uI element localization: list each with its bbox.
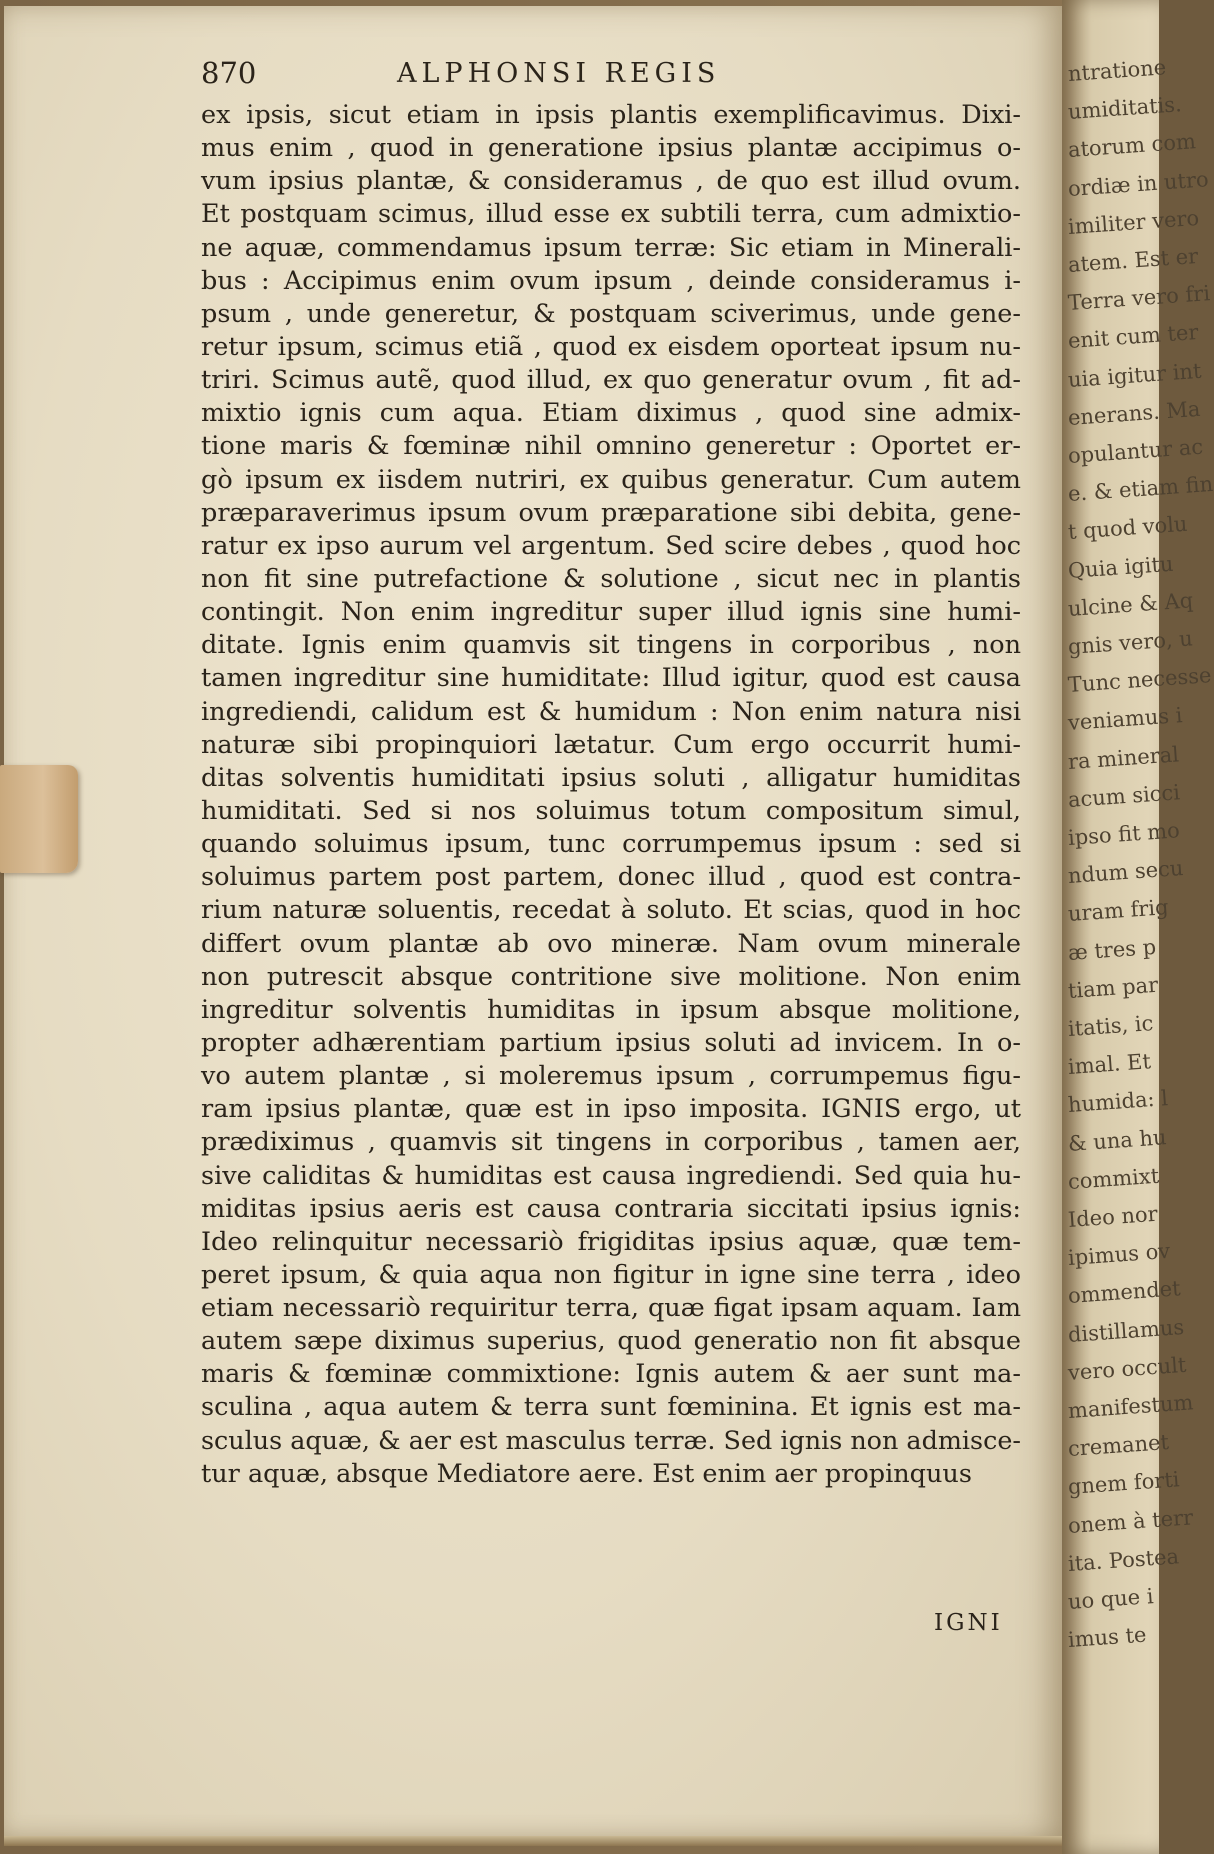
text-line: mus enim , quod in generatione ipsius plantæ accipimus o- [201, 133, 1021, 164]
text-line: sive caliditas & humiditas est causa ingrediendi. Sed quia hu- [201, 1160, 1021, 1191]
facing-page-line: e. & etiam fin [1067, 472, 1214, 507]
page-number: 870 [201, 56, 257, 90]
text-line: ratur ex ipso aurum vel argentum. Sed scire debes , quod hoc [201, 530, 1021, 561]
text-line: contingit. Non enim ingreditur super illud ignis sine humi- [201, 597, 1021, 628]
text-line: sculus aquæ, & aer est masculus terræ. Sed ignis non admisce- [201, 1425, 1021, 1456]
facing-page-line: Tunc necesse [1067, 663, 1213, 698]
facing-page-line: commixt [1067, 1163, 1160, 1194]
facing-page-line: ita. Postea [1067, 1544, 1180, 1576]
facing-page-line: æ tres p [1067, 934, 1157, 965]
facing-page-line: enerans. Ma [1067, 396, 1202, 430]
facing-page-line: ommendet [1067, 1276, 1182, 1309]
page-bottom-edge [4, 1836, 1064, 1846]
text-line: differt ovum plantæ ab ovo mineræ. Nam ovum minerale [201, 928, 1021, 959]
running-title: ALPHONSI REGIS [397, 58, 721, 89]
text-line: maris & fœminæ commixtione: Ignis autem & aer sunt ma- [201, 1359, 1021, 1390]
facing-page-line: opulantur ac [1067, 434, 1204, 468]
facing-page-line: veniamus i [1067, 703, 1184, 736]
text-line: prædiximus , quamvis sit tingens in corporibus , tamen aer, [201, 1127, 1021, 1158]
text-line: psum , unde generetur, & postquam sciverimus, unde gene- [201, 298, 1021, 329]
facing-page-line: ipso fit mo [1067, 818, 1181, 850]
facing-page-line: imiliter vero [1067, 205, 1200, 239]
facing-page-line: enit cum ter [1067, 320, 1200, 354]
facing-page-line: umiditatis. [1067, 92, 1183, 125]
text-line: naturæ sibi propinquiori lætatur. Cum ergo occurrit humi- [201, 729, 1021, 760]
facing-page-line: atem. Est er [1067, 243, 1199, 277]
facing-page-line: Ideo nor [1067, 1201, 1159, 1232]
facing-page-line: itatis, ic [1067, 1011, 1155, 1041]
text-line: vo autem plantæ , si moleremus ipsum , corrumpemus figu- [201, 1061, 1021, 1092]
body-text [201, 99, 1021, 1491]
facing-page-line: ipimus ov [1067, 1239, 1171, 1271]
text-line: ex ipsis, sicut etiam in ipsis plantis exemplificavimus. Dixi- [201, 100, 1021, 130]
facing-page-line: ndum secu [1067, 856, 1185, 889]
facing-page-line: humida: l [1067, 1086, 1169, 1118]
text-line: gò ipsum ex iisdem nutriri, ex quibus generatur. Cum autem [201, 464, 1021, 495]
text-line: quando soluimus ipsum, tunc corrumpemus ipsum : sed si [201, 829, 1021, 860]
text-line: vum ipsius plantæ, & consideramus , de quo est illud ovum. [201, 166, 1021, 197]
text-line: miditas ipsius aeris est causa contraria siccitati ipsius ignis: [201, 1193, 1021, 1224]
facing-page-line: acum sicci [1067, 780, 1181, 812]
text-line: tur aquæ, absque Mediatore aere. Est enim aer propinquus [201, 1458, 972, 1489]
facing-page-edge [1062, 0, 1214, 1854]
show-through-text [204, 1650, 1024, 1672]
text-line: humiditati. Sed si nos soluimus totum compositum simul, [201, 795, 1021, 826]
facing-page-line: cremanet [1067, 1430, 1170, 1462]
facing-page-line: uram frig [1067, 895, 1170, 927]
facing-page-line: gnis vero, u [1067, 626, 1194, 659]
facing-page-line: ntratione [1067, 55, 1167, 86]
text-line: soluimus partem post partem, donec illud , quod est contra- [201, 862, 1021, 893]
text-line: bus : Accipimus enim ovum ipsum , deinde consideramus i- [201, 265, 1021, 296]
facing-page-line: t quod volu [1067, 512, 1189, 545]
facing-page-line: uia igitur int [1067, 358, 1203, 392]
facing-page-line: manifestum [1067, 1390, 1195, 1423]
facing-page-line: distillamus [1067, 1314, 1185, 1347]
facing-page-line: Quia igitu [1067, 551, 1175, 583]
text-line: ingrediendi, calidum est & humidum : Non enim natura nisi [201, 696, 1021, 727]
facing-page-line: imus te [1067, 1622, 1148, 1653]
text-line: ingreditur solventis humiditas in ipsum absque molitione, [201, 994, 1021, 1025]
text-line: etiam necessariò requiritur terra, quæ figat ipsam aquam. Iam [201, 1293, 1021, 1324]
facing-page-line: & una hu [1067, 1124, 1168, 1156]
facing-page-line: onem à terr [1067, 1504, 1194, 1538]
facing-page-line: uo que i [1067, 1584, 1155, 1614]
facing-page-line: ra mineral [1067, 741, 1180, 774]
facing-page-line: tiam par [1067, 972, 1159, 1003]
verso-page [4, 6, 1067, 1846]
text-line: Et postquam scimus, illud esse ex subtili terra, cum admixtio- [201, 199, 1021, 230]
text-line: rium naturæ soluentis, recedat à soluto. Et scias, quod in hoc [201, 895, 1021, 926]
text-line: autem sæpe diximus superius, quod generatio non fit absque [201, 1326, 1021, 1357]
catchword: IGNI [934, 1610, 1003, 1636]
text-line: ditate. Ignis enim quamvis sit tingens in corporibus , non [201, 630, 1021, 661]
facing-page-line: vero occult [1067, 1352, 1188, 1385]
text-line: præparaverimus ipsum ovum præparatione sibi debita, gene- [201, 497, 1021, 528]
paper-tab [0, 765, 78, 873]
facing-page-line: ordiæ in utro [1067, 166, 1210, 201]
facing-page-line: imal. Et [1067, 1049, 1152, 1080]
text-line: sculina , aqua autem & terra sunt fœminina. Et ignis est ma- [201, 1392, 1021, 1423]
text-line: non putrescit absque contritione sive molitione. Non enim [201, 961, 1021, 992]
text-line: non fit sine putrefactione & solutione , sicut nec in plantis [201, 563, 1021, 594]
text-line: ne aquæ, commendamus ipsum terræ: Sic etiam in Minerali- [201, 232, 1021, 263]
facing-page-line: gnem forti [1067, 1467, 1181, 1500]
running-head [201, 56, 1021, 96]
facing-page-line: Terra vero fri [1067, 281, 1211, 316]
text-line: tamen ingreditur sine humiditate: Illud igitur, quod est causa [201, 663, 1021, 694]
text-line: propter adhærentiam partium ipsius soluti ad invicem. In o- [201, 1027, 1021, 1058]
text-line: ditas solventis humiditati ipsius soluti , alligatur humiditas [201, 762, 1021, 793]
text-line: ram ipsius plantæ, quæ est in ipso imposita. IGNIS ergo, ut [201, 1094, 1021, 1125]
text-line: mixtio ignis cum aqua. Etiam diximus , quod sine admix- [201, 398, 1021, 429]
text-line: Ideo relinquitur necessariò frigiditas ipsius aquæ, quæ tem- [201, 1226, 1021, 1257]
facing-page-line: ulcine & Aq [1067, 588, 1194, 621]
text-line: triri. Scimus autẽ, quod illud, ex quo generatur ovum , fit ad- [201, 365, 1021, 396]
text-line: peret ipsum, & quia aqua non figitur in igne sine terra , ideo [201, 1259, 1021, 1290]
text-line: tione maris & fœminæ nihil omnino generetur : Oportet er- [201, 431, 1021, 462]
text-line: retur ipsum, scimus etiã , quod ex eisdem oporteat ipsum nu- [201, 331, 1021, 362]
facing-page-line: atorum com [1067, 129, 1197, 163]
